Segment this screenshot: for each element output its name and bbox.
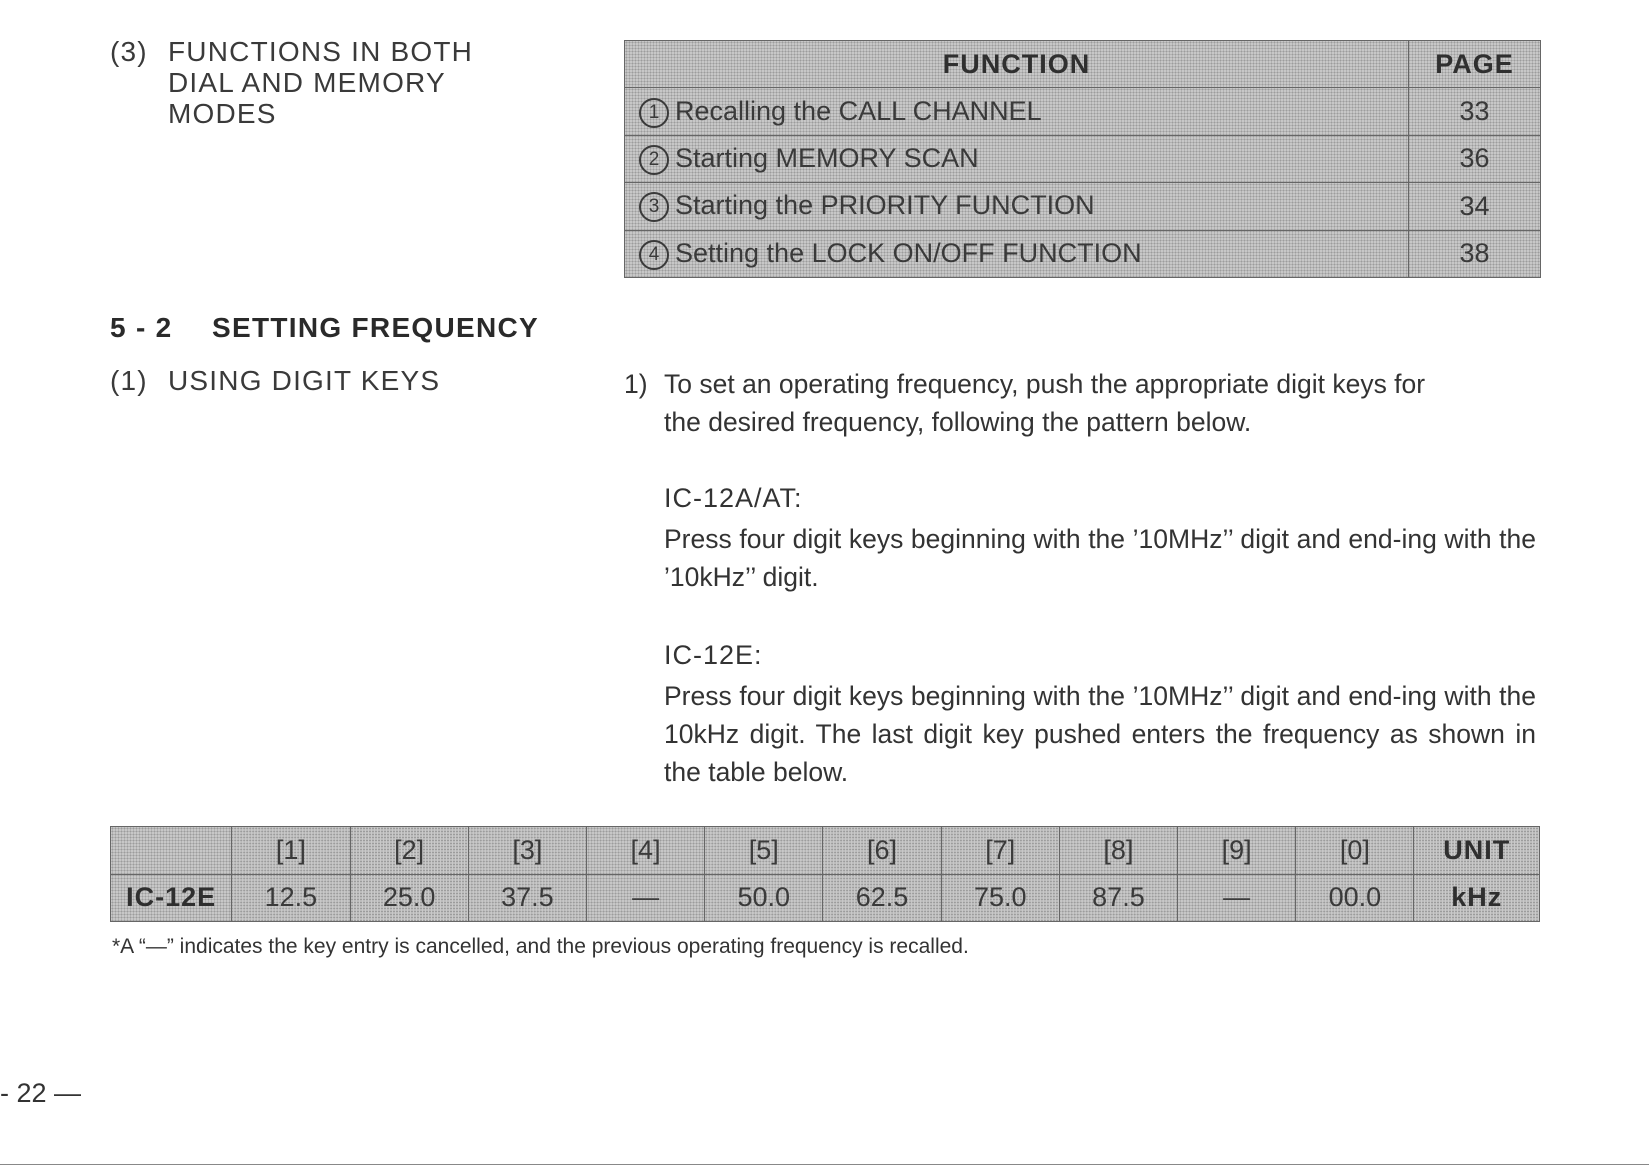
section-title: SETTING FREQUENCY: [212, 312, 540, 343]
table-row: [625, 230, 1541, 277]
model-a-instructions: Press four digit keys beginning with the ’10MHz’’ digit and end-ing with the ’10kHz’’ digit.: [664, 524, 1536, 592]
header-cell-key-8: [8]: [1059, 827, 1177, 875]
step-number: 1): [624, 369, 648, 399]
circled-number-marker: 3: [639, 192, 669, 222]
step-line-1: To set an operating frequency, push the appropriate digit keys for: [664, 369, 1426, 399]
step-line-2: the desired frequency, following the pattern below.: [664, 407, 1252, 437]
function-cell: [625, 88, 1409, 135]
subsection-title: USING DIGIT KEYS: [168, 365, 441, 396]
heading-line-1: FUNCTIONS IN BOTH: [168, 36, 474, 67]
frequency-table-header: [111, 827, 1540, 875]
frequency-table: [110, 826, 1540, 922]
value-cell: —: [586, 874, 704, 922]
function-text: Starting MEMORY SCAN: [675, 142, 979, 173]
value-cell: 62.5: [823, 874, 941, 922]
model-e-label: IC-12E:: [664, 640, 763, 670]
page-column-header: PAGE: [1409, 41, 1541, 88]
value-cell: 87.5: [1059, 874, 1177, 922]
subsection-number: (1): [110, 365, 148, 396]
unit-cell: kHz: [1414, 874, 1540, 922]
function-table: [624, 40, 1541, 278]
function-text: Starting the PRIORITY FUNCTION: [675, 190, 1095, 221]
circled-number-marker: 2: [639, 145, 669, 175]
step-1-paragraph: [624, 365, 1544, 441]
page-number: - 22 —: [0, 1078, 82, 1108]
bottom-rule: [0, 1164, 1649, 1165]
header-cell-key-4: [4]: [586, 827, 704, 875]
page-cell: 36: [1409, 135, 1541, 182]
header-cell-unit: UNIT: [1414, 827, 1540, 875]
heading-number: (3): [110, 36, 148, 67]
value-cell: 12.5: [232, 874, 350, 922]
page-cell: 33: [1409, 88, 1541, 135]
header-cell-key-6: [6]: [823, 827, 941, 875]
circled-number-marker: 4: [639, 240, 669, 270]
header-cell-key-7: [7]: [941, 827, 1059, 875]
value-cell: 50.0: [705, 874, 823, 922]
value-cell: 75.0: [941, 874, 1059, 922]
table-row: [625, 183, 1541, 230]
function-table-header: [625, 41, 1541, 88]
functions-heading: [110, 36, 473, 129]
function-text: Setting the LOCK ON/OFF FUNCTION: [675, 237, 1142, 268]
section-number: 5 - 2: [110, 312, 173, 343]
footnote: *A “—” indicates the key entry is cancelled, and the previous operating frequency is recalled.: [112, 935, 969, 958]
heading-line-2: DIAL AND MEMORY: [168, 67, 446, 98]
subsection-heading: [110, 365, 440, 397]
function-cell: [625, 230, 1409, 277]
table-row: [625, 88, 1541, 135]
section-heading: [110, 312, 539, 344]
table-row: [625, 135, 1541, 182]
model-cell: IC-12E: [111, 874, 232, 922]
circled-number-marker: 1: [639, 98, 669, 128]
header-cell-key-2: [2]: [350, 827, 468, 875]
page-cell: 38: [1409, 230, 1541, 277]
header-cell-key-9: [9]: [1178, 827, 1296, 875]
frequency-table-row: [111, 874, 1540, 922]
header-cell-key-0: [0]: [1296, 827, 1414, 875]
value-cell: 37.5: [468, 874, 586, 922]
header-cell-blank: [111, 827, 232, 875]
function-cell: [625, 183, 1409, 230]
header-cell-key-3: [3]: [468, 827, 586, 875]
page-cell: 34: [1409, 183, 1541, 230]
value-cell: 00.0: [1296, 874, 1414, 922]
model-a-label: IC-12A/AT:: [664, 483, 803, 513]
header-cell-key-5: [5]: [705, 827, 823, 875]
function-text: Recalling the CALL CHANNEL: [675, 95, 1042, 126]
header-cell-key-1: [1]: [232, 827, 350, 875]
function-column-header: FUNCTION: [625, 41, 1409, 88]
value-cell: —: [1178, 874, 1296, 922]
model-e-instructions: Press four digit keys beginning with the ’10MHz’’ digit and end-ing with the 10kHz digit. The last digit key pushed enters the frequency as shown in the table below.: [664, 681, 1536, 787]
function-cell: [625, 135, 1409, 182]
value-cell: 25.0: [350, 874, 468, 922]
heading-line-3: MODES: [168, 98, 277, 129]
